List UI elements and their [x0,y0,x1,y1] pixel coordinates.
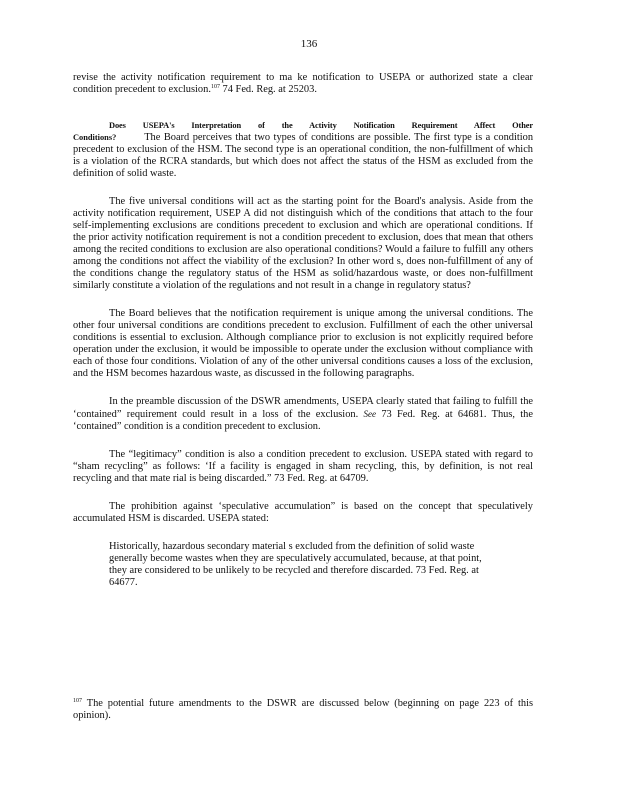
paragraph-contained [73,396,533,433]
paragraph-speculative: The prohibition against ‘speculative accumulation” is based on the concept that speculatively accumulated HSM is discarded. USEPA stated: [73,501,533,524]
see-signal: See [363,409,376,419]
carryover-paragraph [73,72,533,96]
carryover-text: revise the activity notification requirement to ma ke notification to USEPA or authorized state a clear condition precedent to exclusion. [73,72,533,95]
block-quote: Historically, hazardous secondary material s excluded from the definition of solid waste generally become wastes when they are speculatively accumulated, because, at that point, they are considered to be unlikely to be recycled and therefore discarded. 73 Fed. Reg. at 64677. [109,541,482,588]
paragraph-universal-conditions: The five universal conditions will act as the starting point for the Board's analysis. Aside from the activity notification requirement, USEP A did not distinguish which of the conditions that attach to the four self-implementing exclusions are conditions precedent to exclusion and which are operational conditions. If the prior activity notification requirement is not a condition precedent to exclusion, does that mean that others among the recited conditions to exclusion are also operational conditions? Would a failure to fulfill any others among the conditions not affect the viability of the exclusion? In other word s, does non-fulfillment of any of the conditions change the regulatory status of the HSM as solid/hazardous waste, or does non-fulfillment similarly constitute a violation of the regulations and not result in a change in regulatory status? [73,196,533,291]
footnote-text: The potential future amendments to the DSWR are discussed below (beginning on page 223 of this opinion). [73,698,533,721]
page-body [73,72,533,589]
section-heading-tail: Conditions? [73,133,117,142]
contained-text: In the preamble discussion of the DSWR amendments, USEPA clearly stated that failing to fulfill the ‘contained” requirement could result in a loss of the exclusion. [73,396,533,420]
page-number: 136 [300,38,318,50]
section-body [73,132,533,180]
paragraph-legitimacy: The “legitimacy” condition is also a condition precedent to exclusion. USEPA stated with regard to “sham recycling” as follows: ‘If a facility is engaged in sham recycling, this, by definition, is not real recycling and that mate rial is being discarded.” 73 Fed. Reg. at 64709. [73,449,533,484]
footnote-number: 107 [73,698,82,704]
carryover-citation: 74 Fed. Reg. at 25203. [222,84,317,95]
section-body-text: The Board perceives that two types of conditions are possible. The first type is a condition precedent to exclusion of the HSM. The second type is an operational condition, the non-fulfillment of which is a violation of the RCRA standards, but which does not affect the status of the HSM as excluded from the definition of solid waste. [73,132,534,179]
footnote-reference[interactable]: 107 [210,84,220,90]
footnote-body [73,698,533,722]
contained-citation: 73 Fed. Reg. at 64681. Thus, the ‘contained” condition is a condition precedent to exclusion. [73,409,533,432]
section-heading: Does USEPA's Interpretation of the Activity Notification Requirement Affect Other [109,121,533,130]
footnote [73,698,533,722]
paragraph-notification-unique: The Board believes that the notification requirement is unique among the universal conditions. The other four universal conditions are conditions precedent to exclusion. Fulfillment of each the other universal conditions is essential to exclusion. Although compliance prior to exclusion is not explicitly required before operation under the exclusion, it would be impossible to operate under the exclusion without compliance with each of those four conditions. Violation of any of the other universal conditions causes a loss of the exclusion, and the HSM becomes hazardous waste, as discussed in the following paragraphs. [73,308,533,379]
section-paragraph [73,120,533,180]
